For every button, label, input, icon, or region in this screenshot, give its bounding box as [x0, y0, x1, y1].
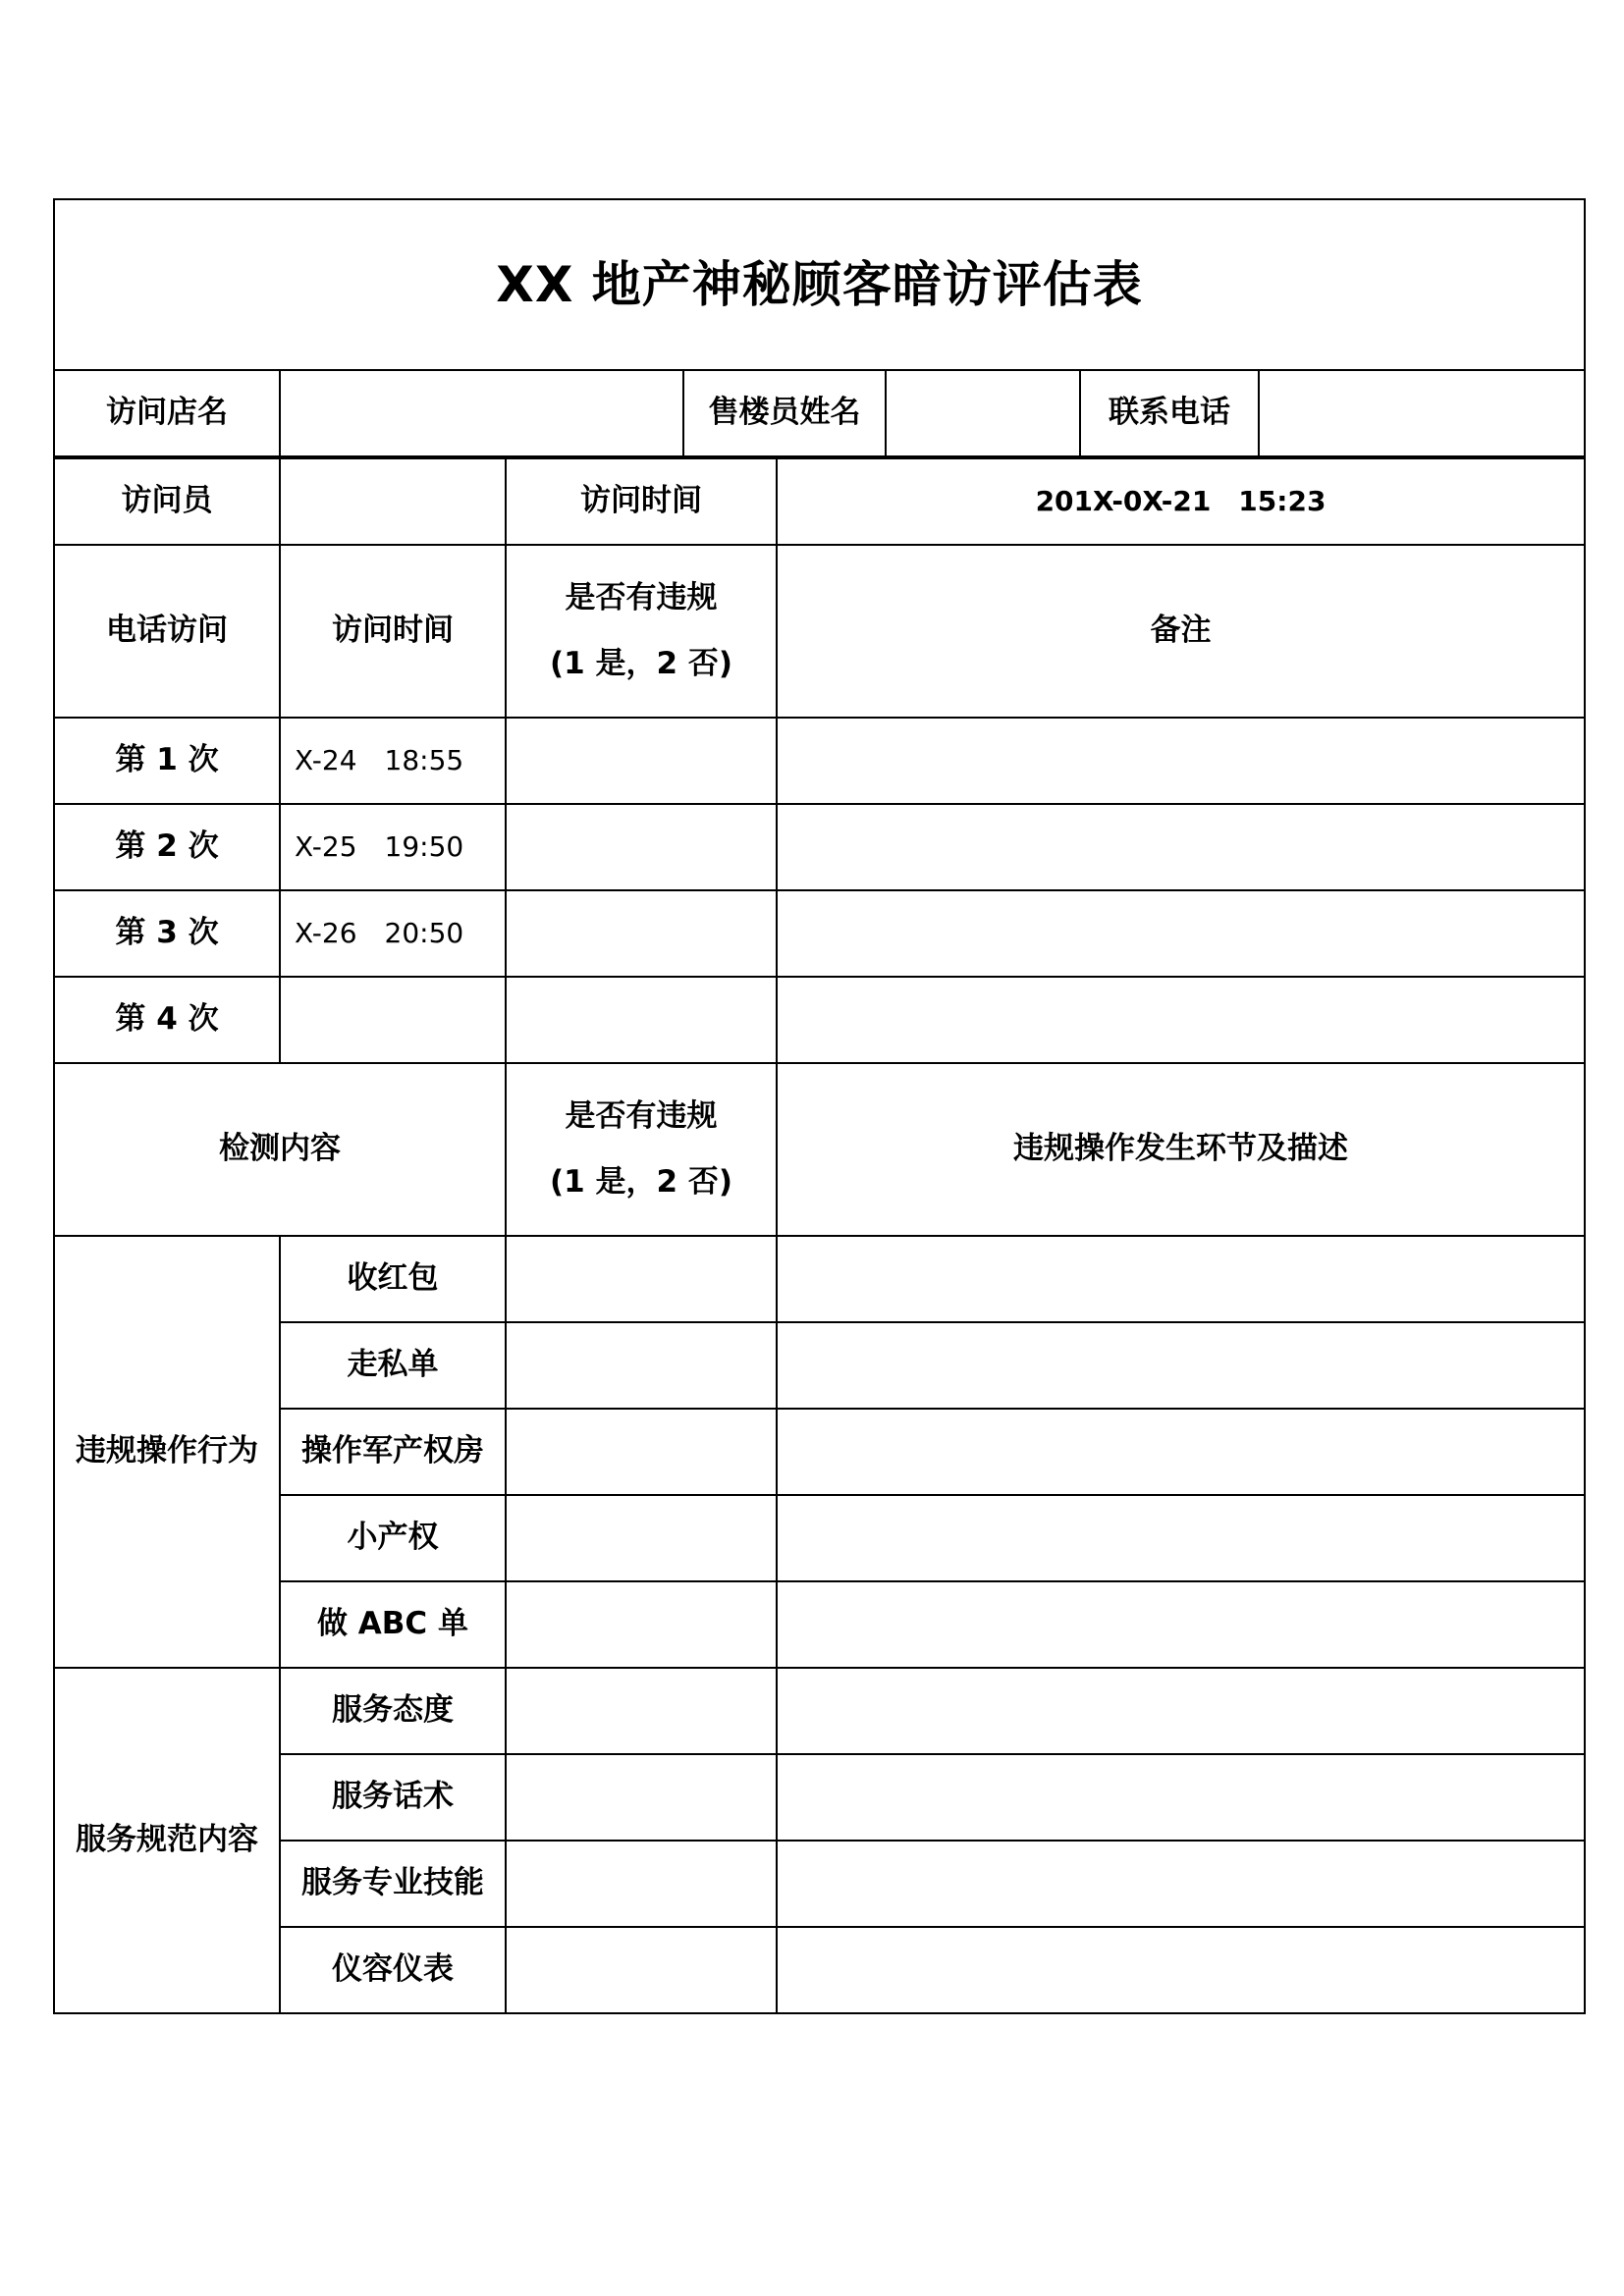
inspection-item: 做 ABC 单 [280, 1581, 506, 1668]
inspection-item: 走私单 [280, 1322, 506, 1409]
inspection-description-field[interactable] [777, 1581, 1585, 1668]
evaluation-form [53, 198, 1584, 2014]
phone-visit-violation[interactable] [506, 890, 777, 977]
note-header: 备注 [777, 545, 1585, 718]
visit-time-label: 访问时间 [506, 458, 777, 545]
visitor-label: 访问员 [54, 458, 280, 545]
salesperson-name-label: 售楼员姓名 [683, 370, 886, 456]
inspection-violation-field[interactable] [506, 1495, 777, 1581]
inspection-description-field[interactable] [777, 1841, 1585, 1927]
phone-visit-violation[interactable] [506, 718, 777, 804]
evaluation-table [53, 198, 1586, 457]
visitor-field[interactable] [280, 458, 506, 545]
table-row [54, 1495, 1585, 1581]
table-row [54, 1581, 1585, 1668]
phone-visit-label: 第 1 次 [54, 718, 280, 804]
phone-visit-label: 第 3 次 [54, 890, 280, 977]
group-label-violation-behavior: 违规操作行为 [54, 1236, 280, 1668]
phone-visit-header: 电话访问 [54, 545, 280, 718]
inspection-violation-field[interactable] [506, 1236, 777, 1322]
salesperson-name-field[interactable] [886, 370, 1080, 456]
inspection-violation-field[interactable] [506, 1841, 777, 1927]
table-row [54, 1927, 1585, 2013]
table-row [54, 890, 1585, 977]
table-row [54, 804, 1585, 890]
violation-header-line2: (1 是，2 否) [549, 646, 733, 681]
inspection-description-field[interactable] [777, 1668, 1585, 1754]
phone-field[interactable] [1259, 370, 1585, 456]
inspection-violation-field[interactable] [506, 1322, 777, 1409]
table-row [54, 1754, 1585, 1841]
inspection-violation-header-line1: 是否有违规 [565, 1097, 718, 1134]
inspection-violation-field[interactable] [506, 1409, 777, 1495]
inspection-content-header: 检测内容 [54, 1063, 506, 1236]
inspection-description-field[interactable] [777, 1754, 1585, 1841]
inspection-violation-header [506, 1063, 777, 1236]
table-row [54, 1409, 1585, 1495]
phone-visit-violation[interactable] [506, 977, 777, 1063]
phone-visit-note[interactable] [777, 718, 1585, 804]
violation-description-header: 违规操作发生环节及描述 [777, 1063, 1585, 1236]
main-table [53, 457, 1586, 2014]
inspection-violation-field[interactable] [506, 1581, 777, 1668]
table-row [54, 1841, 1585, 1927]
phone-visit-note[interactable] [777, 977, 1585, 1063]
inspection-violation-field[interactable] [506, 1754, 777, 1841]
inspection-description-field[interactable] [777, 1495, 1585, 1581]
visit-time-value[interactable]: 201X-0X-21 15:23 [777, 458, 1585, 545]
inspection-item: 服务专业技能 [280, 1841, 506, 1927]
group-label-service-standards: 服务规范内容 [54, 1668, 280, 2013]
inspection-violation-field[interactable] [506, 1668, 777, 1754]
form-title: XX 地产神秘顾客暗访评估表 [54, 199, 1585, 370]
store-name-label: 访问店名 [54, 370, 280, 456]
inspection-item: 仪容仪表 [280, 1927, 506, 2013]
phone-visit-violation[interactable] [506, 804, 777, 890]
visit-time-header: 访问时间 [280, 545, 506, 718]
table-row [54, 977, 1585, 1063]
phone-label: 联系电话 [1080, 370, 1259, 456]
inspection-description-field[interactable] [777, 1927, 1585, 2013]
table-row [54, 718, 1585, 804]
violation-header-line1: 是否有违规 [565, 579, 718, 615]
table-row [54, 1322, 1585, 1409]
phone-visit-note[interactable] [777, 804, 1585, 890]
phone-visit-time[interactable] [280, 977, 506, 1063]
phone-visit-time[interactable]: X-26 20:50 [280, 890, 506, 977]
table-row [54, 1236, 1585, 1322]
inspection-item: 小产权 [280, 1495, 506, 1581]
table-row [54, 1668, 1585, 1754]
inspection-item: 服务态度 [280, 1668, 506, 1754]
inspection-item: 操作军产权房 [280, 1409, 506, 1495]
phone-visit-note[interactable] [777, 890, 1585, 977]
inspection-violation-header-line2: (1 是，2 否) [549, 1164, 733, 1200]
inspection-item: 收红包 [280, 1236, 506, 1322]
inspection-violation-field[interactable] [506, 1927, 777, 2013]
phone-visit-label: 第 2 次 [54, 804, 280, 890]
violation-header [506, 545, 777, 718]
inspection-description-field[interactable] [777, 1409, 1585, 1495]
phone-visit-label: 第 4 次 [54, 977, 280, 1063]
inspection-description-field[interactable] [777, 1322, 1585, 1409]
inspection-item: 服务话术 [280, 1754, 506, 1841]
phone-visit-time[interactable]: X-25 19:50 [280, 804, 506, 890]
phone-visit-time[interactable]: X-24 18:55 [280, 718, 506, 804]
inspection-description-field[interactable] [777, 1236, 1585, 1322]
store-name-field[interactable] [280, 370, 683, 456]
